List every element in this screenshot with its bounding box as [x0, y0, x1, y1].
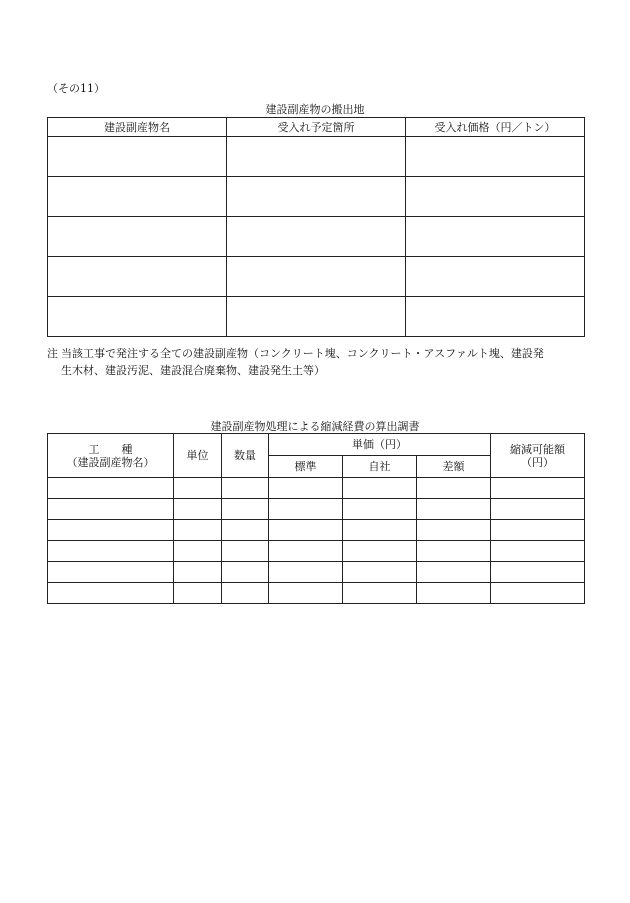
table-cell[interactable] — [174, 478, 222, 499]
table-cell[interactable] — [491, 541, 585, 562]
header-difference: 差額 — [417, 456, 491, 478]
note-mark: 注 — [47, 347, 58, 360]
table-cell[interactable] — [269, 499, 343, 520]
header-standard: 標準 — [269, 456, 343, 478]
table-cell[interactable] — [174, 562, 222, 583]
table-cell[interactable] — [406, 137, 585, 177]
table-cell[interactable] — [227, 137, 406, 177]
table-cell[interactable] — [417, 562, 491, 583]
table-cell[interactable] — [406, 217, 585, 257]
table-cell[interactable] — [343, 562, 417, 583]
table-cell[interactable] — [222, 583, 269, 604]
table-cell[interactable] — [222, 541, 269, 562]
header-reducible-line2: （円） — [521, 455, 555, 469]
table-cell[interactable] — [48, 177, 227, 217]
note — [47, 345, 587, 379]
table-cell[interactable] — [174, 520, 222, 541]
table-cell[interactable] — [174, 499, 222, 520]
table-cell[interactable] — [406, 297, 585, 337]
header-reducible-line1: 縮減可能額 — [510, 442, 566, 456]
table-cell[interactable] — [491, 520, 585, 541]
page-label: （その11） — [47, 82, 105, 95]
header-quantity: 数量 — [222, 434, 269, 478]
header-byproduct-name: 建設副産物名 — [48, 118, 227, 137]
table-cell[interactable] — [491, 562, 585, 583]
byproduct-destination-table — [47, 117, 585, 337]
header-unit: 単位 — [174, 434, 222, 478]
table-row — [48, 217, 585, 257]
reduction-cost-table — [47, 433, 585, 604]
table-cell[interactable] — [269, 583, 343, 604]
header-receiving-price: 受入れ価格（円／トン） — [406, 118, 585, 137]
table-cell[interactable] — [269, 478, 343, 499]
table-cell[interactable] — [417, 541, 491, 562]
table-cell[interactable] — [417, 499, 491, 520]
table-cell[interactable] — [48, 583, 174, 604]
table-cell[interactable] — [48, 499, 174, 520]
table-row — [48, 478, 585, 499]
note-body — [61, 345, 587, 379]
table-row — [48, 257, 585, 297]
table-cell[interactable] — [222, 499, 269, 520]
table-cell[interactable] — [48, 541, 174, 562]
table2-header-row-1 — [48, 434, 585, 456]
table-cell[interactable] — [48, 520, 174, 541]
table-row — [48, 137, 585, 177]
table-cell[interactable] — [227, 177, 406, 217]
table-cell[interactable] — [417, 520, 491, 541]
table1-header-row — [48, 118, 585, 137]
table-cell[interactable] — [222, 520, 269, 541]
table-cell[interactable] — [406, 257, 585, 297]
table-cell[interactable] — [343, 478, 417, 499]
table-cell[interactable] — [222, 562, 269, 583]
header-work-type-line2: （建設副産物名） — [66, 455, 155, 469]
table-cell[interactable] — [227, 297, 406, 337]
note-line-1: 当該工事で発注する全ての建設副産物（コンクリート塊、コンクリート・アスファルト塊、建設発 — [61, 347, 544, 360]
table-cell[interactable] — [227, 217, 406, 257]
table-cell[interactable] — [227, 257, 406, 297]
table-cell[interactable] — [417, 583, 491, 604]
table-row — [48, 541, 585, 562]
table-cell[interactable] — [406, 177, 585, 217]
table-cell[interactable] — [343, 541, 417, 562]
table-row — [48, 562, 585, 583]
table-row — [48, 177, 585, 217]
table-cell[interactable] — [48, 478, 174, 499]
table-cell[interactable] — [343, 499, 417, 520]
table-cell[interactable] — [48, 137, 227, 177]
header-reducible-amount — [491, 434, 585, 478]
table-cell[interactable] — [491, 499, 585, 520]
table-cell[interactable] — [269, 520, 343, 541]
table-cell[interactable] — [48, 562, 174, 583]
table2-caption: 建設副産物処理による縮減経費の算出調書 — [210, 420, 420, 433]
table-cell[interactable] — [491, 478, 585, 499]
table-cell[interactable] — [491, 583, 585, 604]
table-cell[interactable] — [417, 478, 491, 499]
table-cell[interactable] — [48, 297, 227, 337]
header-work-type-line1: 工 種 — [88, 442, 133, 456]
table-cell[interactable] — [48, 257, 227, 297]
table-cell[interactable] — [343, 520, 417, 541]
table-row — [48, 583, 585, 604]
table-cell[interactable] — [48, 217, 227, 257]
table-row — [48, 520, 585, 541]
table-cell[interactable] — [269, 541, 343, 562]
header-receiving-site: 受入れ予定箇所 — [227, 118, 406, 137]
table-cell[interactable] — [222, 478, 269, 499]
note-line-2: 生木材、建設汚泥、建設混合廃棄物、建設発生土等） — [61, 364, 325, 377]
table-cell[interactable] — [269, 562, 343, 583]
header-work-type — [48, 434, 174, 478]
table-cell[interactable] — [174, 541, 222, 562]
table-cell[interactable] — [343, 583, 417, 604]
table-row — [48, 297, 585, 337]
table-row — [48, 499, 585, 520]
table1-caption: 建設副産物の搬出地 — [265, 103, 365, 116]
header-own-company: 自社 — [343, 456, 417, 478]
table-cell[interactable] — [174, 583, 222, 604]
header-unit-price: 単価（円） — [269, 434, 491, 456]
